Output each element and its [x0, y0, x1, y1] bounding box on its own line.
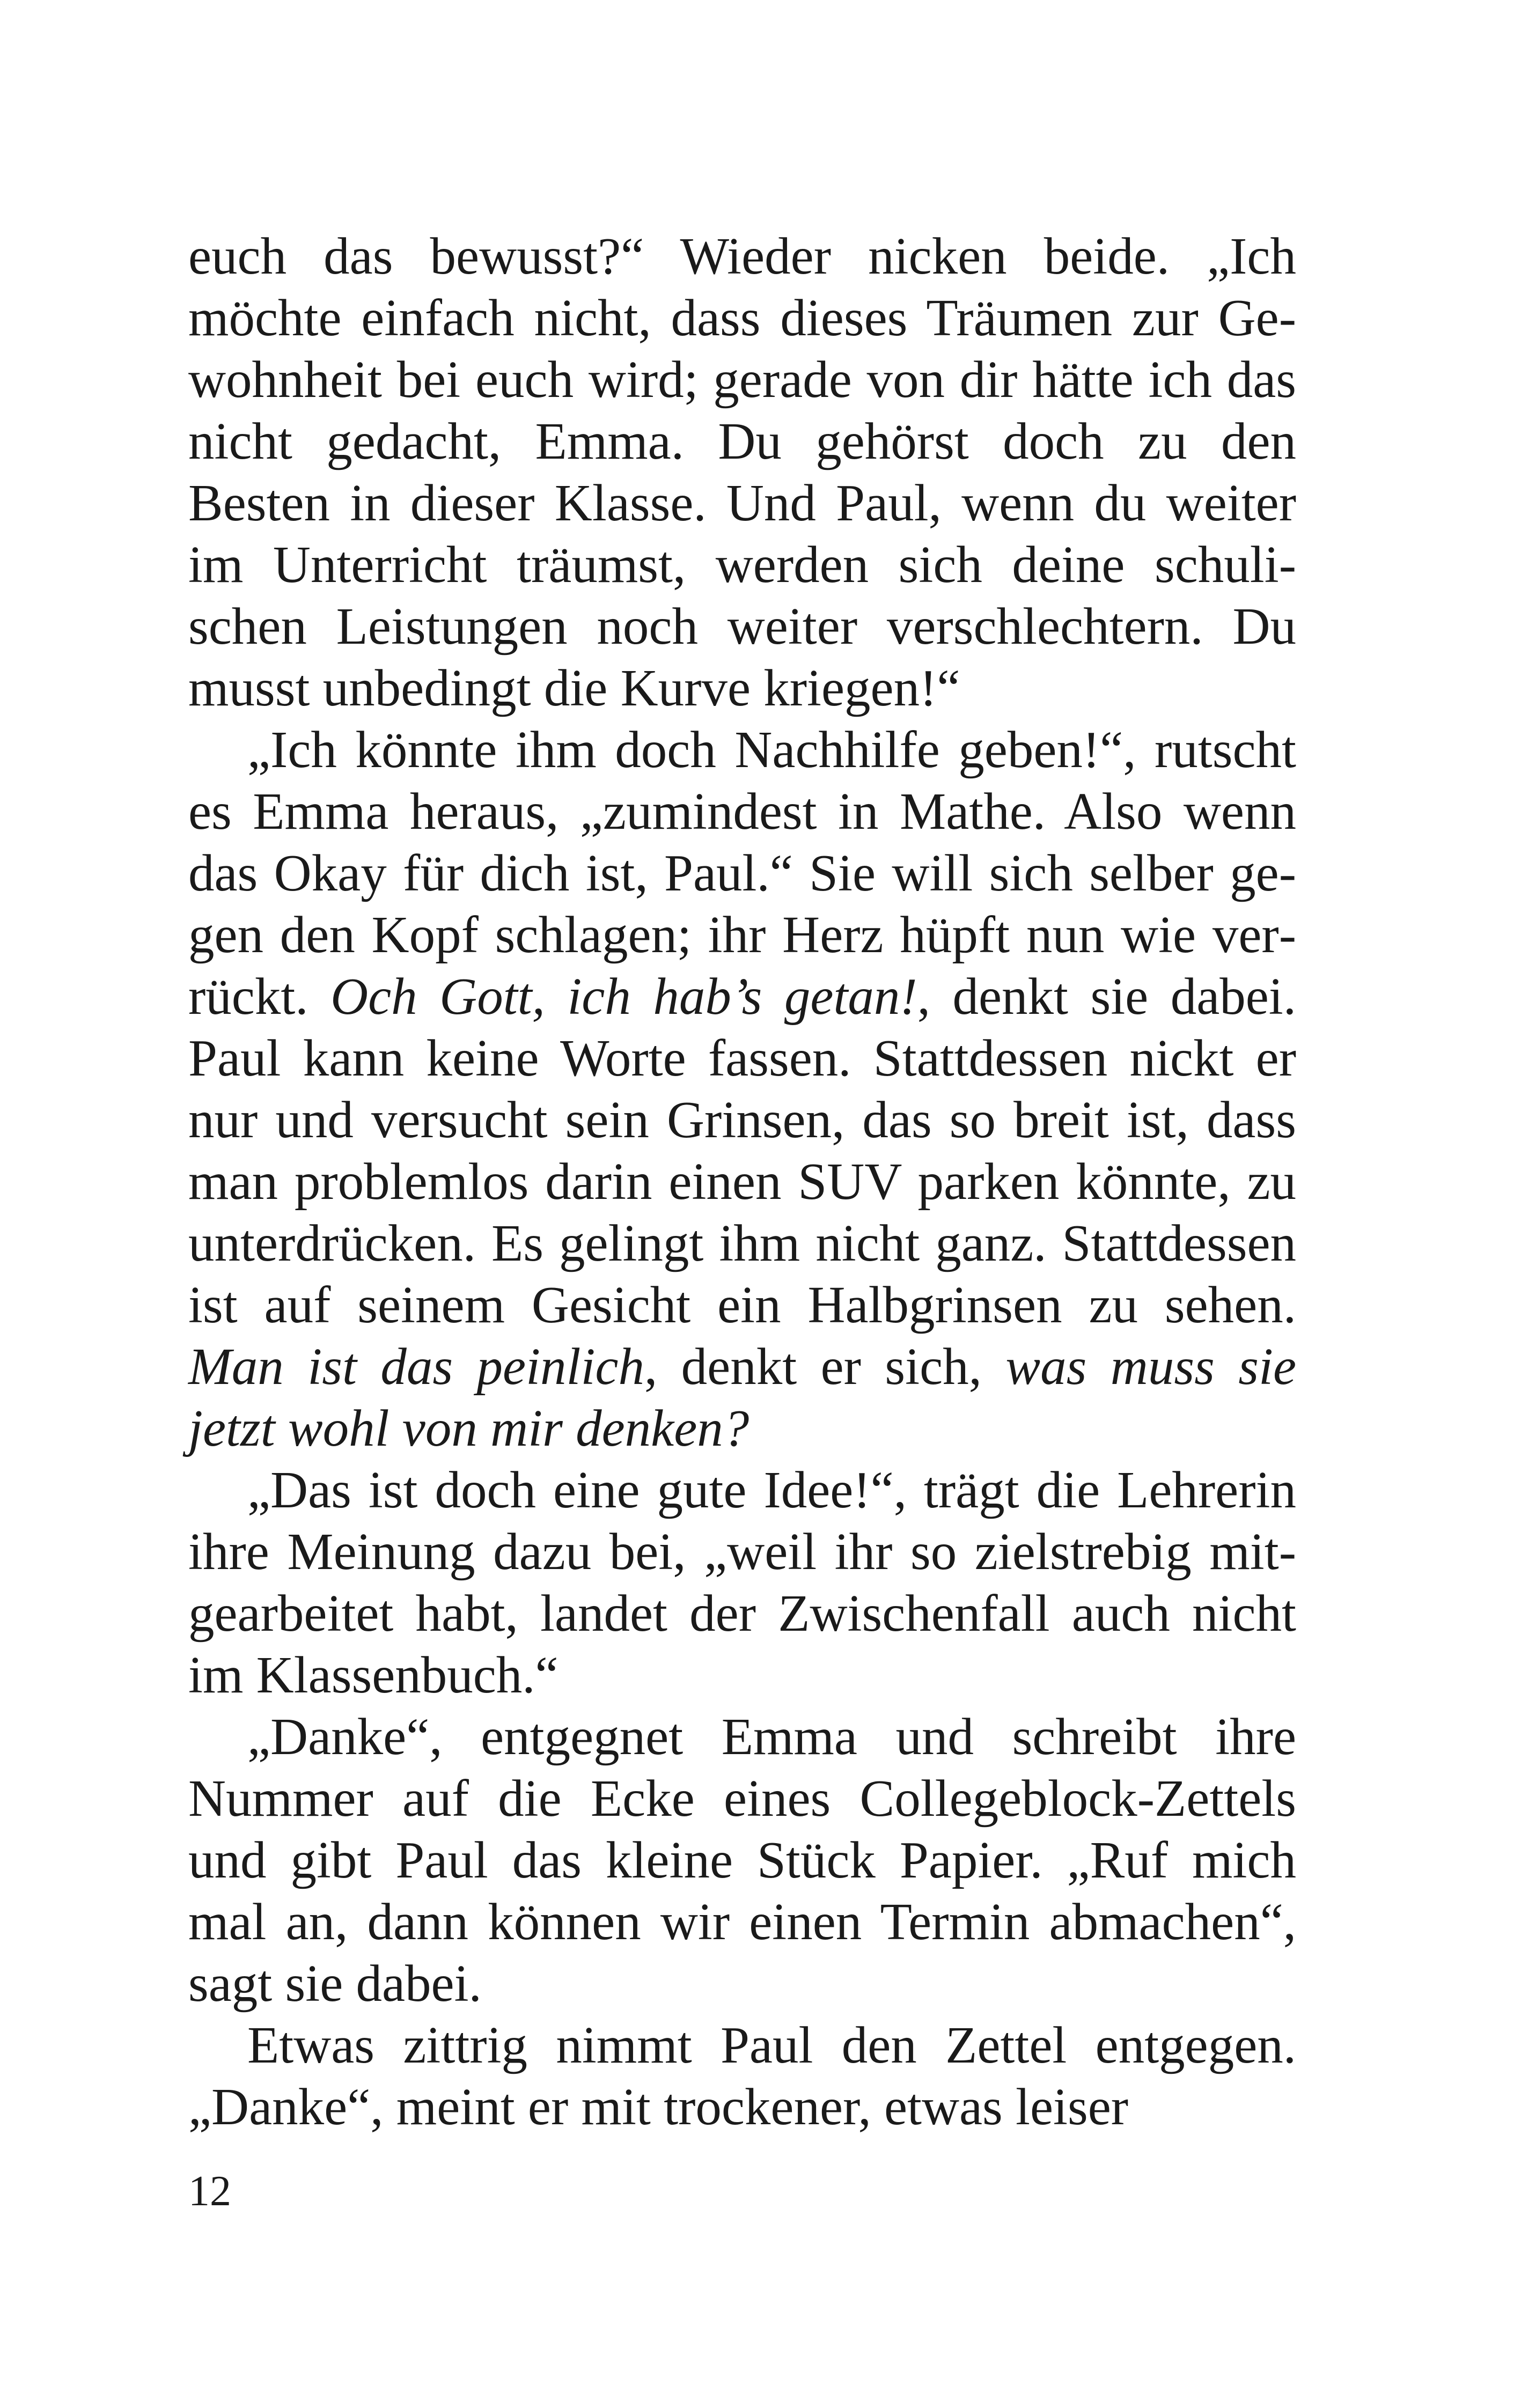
- page-number: 12: [188, 2168, 231, 2215]
- paragraph-3: [188, 1459, 1296, 1706]
- paragraph-3-text: „Das ist doch eine gute Idee!“, trägt die Lehrerin ihre Meinung dazu bei, „weil ihr so zielstrebig mitgearbeitet habt, landet der Zwischenfall auch nicht im Klassenbuch.“: [188, 1461, 1296, 1704]
- paragraph-4: [188, 1706, 1296, 2014]
- paragraph-2-text: „Ich könnte ihm doch Nachhilfe geben!“, rutscht es Emma heraus, „zumindest in Mathe. Also wenn das Okay für dich ist, Paul.“ Sie will sich selber gegen den Kopf schlagen; ihr Herz hüpft nun wie verrückt.: [188, 721, 1296, 1025]
- paragraph-5-text: Etwas zittrig nimmt Paul den Zettel entgegen. „Danke“, meint er mit trockener, etwas leiser: [188, 2016, 1296, 2135]
- paragraph-1: [188, 225, 1296, 719]
- paragraph-2-thought-emma: Och Gott, ich hab’s getan!: [330, 968, 917, 1025]
- paragraph-2-thought-paul-question: was muss sie jetzt wohl von mir denken?: [188, 1338, 1297, 1457]
- paragraph-5: [188, 2014, 1296, 2138]
- paragraph-2-thought-paul: Man ist das peinlich: [188, 1338, 644, 1395]
- paragraph-2-text-aside: , denkt er sich,: [644, 1338, 1006, 1395]
- page-body: [188, 225, 1296, 2138]
- paragraph-2-text-continued: , denkt sie dabei. Paul kann keine Worte fassen. Stattdessen nickt er nur und versucht sein Grinsen, das so breit ist, dass man problemlos darin einen SUV parken könnte, zu unterdrücken. Es gelingt ihm nicht ganz. Stattdessen ist auf seinem Gesicht ein Halbgrinsen zu sehen.: [188, 968, 1296, 1334]
- paragraph-2: [188, 719, 1296, 1459]
- paragraph-1-text: euch das bewusst?“ Wieder nicken beide. „Ich möchte einfach nicht, dass dieses Träumen zur Gewohnheit bei euch wird; gerade von dir hätte ich das nicht gedacht, Emma. Du gehörst doch zu den Besten in dieser Klasse. Und Paul, wenn du weiter im Unterricht träumst, werden sich deine schulischen Leistungen noch weiter verschlechtern. Du musst unbedingt die Kurve kriegen!“: [188, 227, 1296, 717]
- paragraph-4-text: „Danke“, entgegnet Emma und schreibt ihre Nummer auf die Ecke eines Collegeblock-Zettels und gibt Paul das kleine Stück Papier. „Ruf mich mal an, dann können wir einen Termin abmachen“, sagt sie dabei.: [188, 1708, 1296, 2012]
